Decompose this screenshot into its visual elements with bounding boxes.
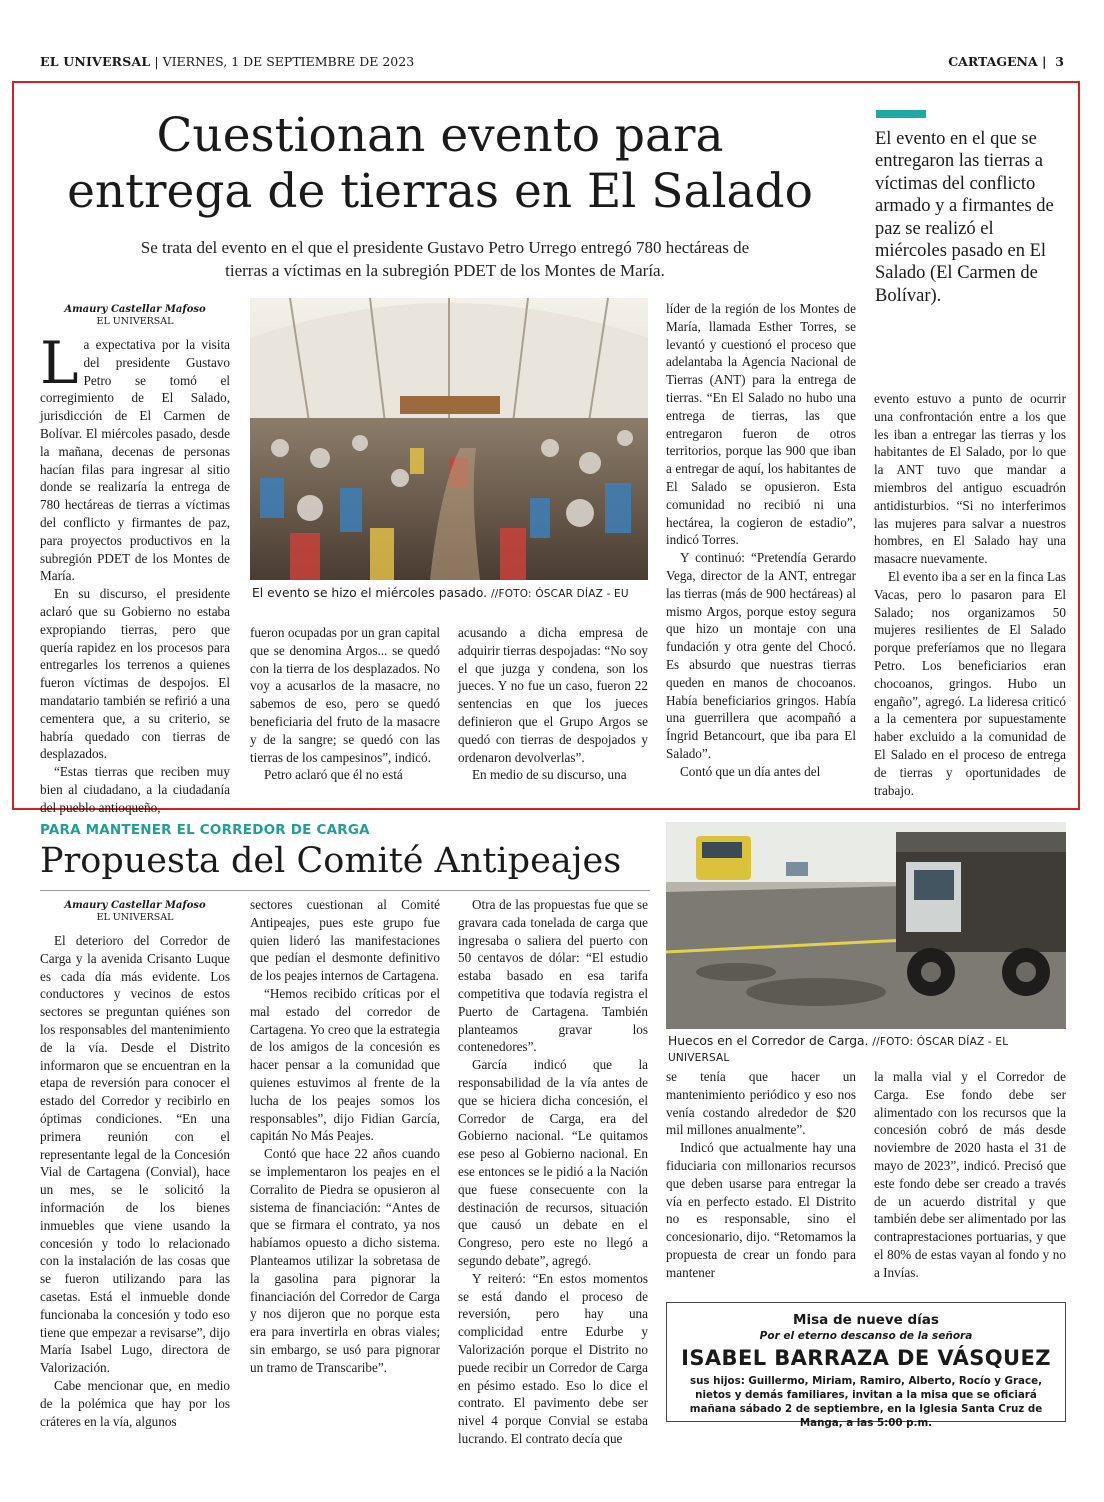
article1-sidebar-quote: El evento en el que se entregaron las tierras a víctimas del conflicto armado y a firmantes de paz se realizó el miércoles pasado en El Salado (El Carmen de Bolívar). [875,129,1054,306]
article1-column-2 [250,624,440,784]
paragraph: se tenía que hacer un mantenimiento periódico y eso nos venía costando alrededor de $20 mil millones anualmente”. [666,1069,856,1138]
byline-outlet: EL UNIVERSAL [96,912,174,923]
caption-text: El evento se hizo el miércoles pasado. [252,586,488,600]
article2-column-2 [250,896,440,1377]
article1-column-4 [666,300,856,781]
issue-date: VIERNES, 1 DE SEPTIEMBRE DE 2023 [162,54,415,69]
sidebar-accent-bar [876,110,926,118]
paragraph-text: a expectativa por la visita del presidente Gustavo Petro se tomó el corregimiento de El Salado, jurisdicción de El Carmen de Bolívar. El miércoles pasado, desde la mañana, decenas de personas hacían filas para ingresar al sitio donde se realizaría la entrega de 780 hectáreas de tierras a víctimas del conflicto y firmantes de paz, para proyectos productivos en la subregión PDET de los Montes de María. [40,337,230,584]
event-photo-image [250,298,648,580]
paragraph: “Estas tierras que reciben muy bien al ciudadano, a la ciudadanía del pueblo antioqueño, [40,764,230,815]
photo-credit: //FOTO: ÓSCAR DÍAZ - EU [490,588,629,600]
paragraph: Contó que hace 22 años cuando se implementaron los peajes en el Corralito de Piedra se opusieron al sistema de financiación: “Antes de que se firmara el contrato, ya nos habíamos opuesto a dicho sistema. Planteamos utilizar la sobretasa de la gasolina para pignorar la financiación del Corredor de Carga y nos dijeron que no porque esta era para invertirla en obras viales; sin embargo, se usó para pignorar un tramo de Transcaribe”. [250,1146,440,1375]
article2-byline [40,900,230,924]
article1-headline[interactable] [40,108,840,220]
article1-deck: Se trata del evento en el que el presidente Gustavo Petro Urrego entregó 780 hectáreas de tierras a víctimas en la subregión PDET de los Montes de María. [140,238,750,280]
paragraph: fueron ocupadas por un gran capital que se denomina Argos... se quedó con la tierra de los desplazados. No voy a acusarlos de la masacre, no sabemos de eso, pero se quedó beneficiaria del fruto de la masacre y de la sangre; se quedó con las tierras de los campesinos”, indicó. [250,625,440,765]
article2-column-3 [458,896,648,1448]
paragraph: sectores cuestionan al Comité Antipeajes, pues este grupo fue quien lideró las manifestaciones que pedían el desmonte definitivo de los peajes internos de Cartagena. [250,897,440,984]
byline-name: Amaury Castellar Mafoso [64,900,206,911]
paragraph: Indicó que actualmente hay una fiduciaria con millonarios recursos que deben usarse para entregar la vía en perfecto estado. El Distrito no es responsable, sino el concesionario, dijo. “Retomamos la propuesta de crear un fondo para mantener [666,1140,856,1280]
section-name: CARTAGENA [948,54,1038,69]
paragraph: Cabe mencionar que, en medio de la polémica que hay por los cráteres en la vía, algunos [40,1377,230,1429]
article1-column-5 [874,390,1066,799]
paragraph: “Hemos recibido críticas por el mal estado del corredor de Cartagena. Yo creo que la estrategia de los amigos de la concesión es hacer pensar a la comunidad que quienes estuvimos al frente de la lucha de los peajes somos los responsables”, dijo Fidian García, capitán No Más Peajes. [250,985,440,1144]
road-photo [666,822,1066,1029]
obituary-title: Misa de nueve días [793,1312,939,1328]
event-photo [250,298,648,580]
byline-outlet: EL UNIVERSAL [96,316,174,327]
article2-headline[interactable]: Propuesta del Comité Antipeajes [40,841,622,881]
article2-column-4 [666,1068,856,1282]
article2-column-5 [874,1068,1066,1282]
paragraph: acusando a dicha empresa de adquirir tierras despojadas: “No soy el que juzga y condena, son los jueces. Y no fue un caso, fueron 22 sentencias en que los jueces definieron que el Grupo Argos se quedó con tierras de despojados y ordenaron devolverlas”. [458,625,648,765]
paragraph: Y continuó: “Pretendía Gerardo Vega, director de la ANT, entregar las tierras (más de 900 hectáreas) al mismo Argos, porque estoy segura que hizo un montaje con una fundación y otra gente del Chocó. Es absurdo que nuestras tierras queden en manos de chocoanos. Había beneficiarios gringos. Había una guerrillera que acompañó a Íngrid Betancourt, que iba para El Salado”. [666,550,856,761]
paper-name: EL UNIVERSAL [40,54,151,69]
obituary-subtitle: Por el eterno descanso de la señora [759,1330,973,1342]
masthead-right [948,54,1064,69]
article1-column-1 [40,329,230,817]
dropcap-letter: L [40,329,79,397]
article1-column-3 [458,624,648,784]
paragraph: Otra de las propuestas fue que se gravara cada tonelada de carga que ingresaba o saliera del puerto con 50 centavos de dólar: “El estudio estaba basado en esa tarifa competitiva que todavía registra el Puerto de Cartagena. También planteamos gravar los contenedores”. [458,897,648,1055]
headline-line-1: Cuestionan evento para [156,108,724,163]
obituary-notice [666,1302,1066,1429]
obituary-name: ISABEL BARRAZA DE VÁSQUEZ [681,1346,1051,1370]
headline-line-2: entrega de tierras en El Salado [67,164,813,219]
paragraph: Contó que un día antes del [680,763,821,779]
photo-credit: //FOTO: ÓSCAR DÍAZ - EL UNIVERSAL [668,1036,1009,1064]
road-photo-image [666,822,1066,1029]
paragraph: El evento iba a ser en la finca Las Vacas, pero lo pasaron para El Salado; nos organizamos 50 mujeres resilientes de El Salado porque preferíamos que no llegara Petro. Los beneficiarios eran chocoanos, gringos. Hubo un engaño”, agregó. La lideresa criticó a la cementera por supuestamente haber excluido a la comunidad de El Salado en el proceso de entrega de tierras y oportunidades de trabajo. [874,568,1066,798]
paragraph: evento estuvo a punto de ocurrir una confrontación entre a los que les iban a entregar las tierras y los habitantes de El Salado, por lo que la ANT tuvo que mandar a miembros del antiguo escuadrón antidisturbios. “Si no interferimos las mujeres para salvar a nuestros hombres, en El Salado hay una masacre nuevamente. [874,391,1066,567]
paragraph: En medio de su discurso, una [472,767,627,783]
event-photo-caption [252,586,652,602]
article2-divider [40,890,650,891]
paragraph: Petro aclaró que él no está [264,767,403,783]
masthead-separator-right: | [1042,54,1047,69]
masthead-separator: | [154,54,159,69]
caption-text: Huecos en el Corredor de Carga. [668,1034,869,1048]
paragraph: El deterioro del Corredor de Carga y la avenida Crisanto Luque es cada día más evidente. Los conductores y vecinos de estos sectores se preguntan quiénes son los responsables del mantenimiento de la vía. Desde el Distrito informaron que se encuentran en la etapa de reversión para conocer el estado del Corredor y recibirlo en óptimas condiciones. “En una primera reunión con el representante legal de la Concesión Vial de Cartagena (Convial), hace un mes, se le solicitó la información de los bienes inmuebles que viene usando la concesión y todo lo relacionado con la instalación de las cosas que se fueron utilizando para las casetas. Está el inmueble donde funcionaba la concesión y todo eso tiene que empezar a revisarse”, dijo María Isabel Lugo, directora de Valorización. [40,933,230,1376]
article2-kicker: PARA MANTENER EL CORREDOR DE CARGA [40,822,370,838]
paragraph: la malla vial y el Corredor de Carga. Ese fondo debe ser alimentado con los recursos que la concesión cobró de más desde noviembre de 2020 hasta el 31 de mayo de 2023”, indicó. Precisó que este fondo debe ser creado a través de un acuerdo distrital y que también debe ser alimentado por las contraprestaciones portuarias, y que el 80% de estas vayan al fondo y no a Invías. [874,1069,1066,1280]
byline-name: Amaury Castellar Mafoso [64,304,206,315]
article1-byline [40,304,230,328]
paragraph [40,329,230,585]
paragraph: En su discurso, el presidente aclaró que su Gobierno no estaba expropiando tierras, pero que quería rapidez en los procesos para entregarles los terrenos a quienes fueron víctimas de despojos. El mandatario también se refirió a una cementera que, a su criterio, se habría quedado con tierras de desplazados. [40,586,230,762]
paragraph: García indicó que la responsabilidad de la vía antes de que se hiciera dicha concesión, el Corredor de Carga, era del Gobierno nacional. “Le quitamos ese peso al Gobierno nacional. En ese entonces se le pidió a la Nación que fuese consecuente con la destinación de recursos, situación que causó un debate en el Congreso, pero este no llegó a segundo debate”, agregó. [458,1057,648,1268]
masthead-left [40,54,414,69]
road-photo-caption [668,1034,1068,1066]
masthead [40,52,1064,72]
obituary-body: sus hijos: Guillermo, Miriam, Ramiro, Alberto, Rocío y Grace, nietos y demás familiares, invitan a la misa que se oficiará mañana sábado 2 de septiembre, en la Iglesia Santa Cruz de Manga, a las 5:00 p.m. [689,1375,1043,1429]
article2-column-1 [40,932,230,1430]
paragraph: líder de la región de los Montes de María, llamada Esther Torres, se levantó y cuestionó el proceso que adelantaba la Agencia Nacional de Tierras (ANT) para la entrega de tierras. “En El Salado no hubo una entrega de tierras, las que entregaron fueron de otros territorios, porque las 900 que iban a entregar de aquí, los habitantes de El Salado se opusieron. Esta comunidad no recibió ni una hectárea, la cogieron de estadio”, indicó Torres. [666,301,856,548]
page-number: 3 [1055,54,1064,69]
paragraph: Y reiteró: “En estos momentos se está dando el proceso de reversión, pero hay una complicidad entre Edurbe y Valorización porque el Distrito no puede recibir un Corredor de Carga en pésimo estado. Eso lo dice el contrato. El pavimento debe ser nivel 4 porque Convial se estaba lucrando. El contrato decía que [458,1270,648,1446]
